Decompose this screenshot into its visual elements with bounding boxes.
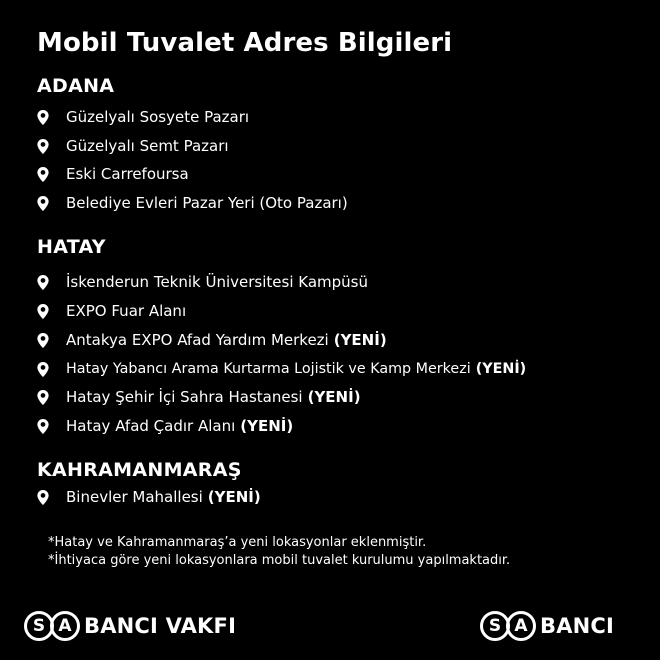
list-item bbox=[37, 300, 186, 322]
item-label: Eski Carrefoursa bbox=[66, 165, 189, 183]
item-label: EXPO Fuar Alanı bbox=[66, 302, 187, 320]
map-pin-icon bbox=[37, 362, 49, 377]
map-pin-icon bbox=[37, 167, 49, 182]
list-item bbox=[37, 486, 261, 508]
item-label: Hatay Yabancı Arama Kurtarma Lojistik ve Kamp Merkezi bbox=[66, 361, 471, 377]
item-label: Belediye Evleri Pazar Yeri (Oto Pazarı) bbox=[66, 194, 348, 212]
list-item bbox=[37, 329, 387, 351]
logo-letter-s: S bbox=[24, 611, 54, 641]
map-pin-icon bbox=[37, 196, 49, 211]
logo-mark bbox=[24, 611, 80, 641]
list-item bbox=[37, 106, 249, 128]
map-pin-icon bbox=[37, 390, 49, 405]
footnote: *İhtiyaca göre yeni lokasyonlara mobil tuvalet kurulumu yapılmaktadır. bbox=[48, 553, 511, 568]
item-label: İskenderun Teknik Üniversitesi Kampüsü bbox=[66, 273, 368, 291]
map-pin-icon bbox=[37, 333, 49, 348]
item-label: Antakya EXPO Afad Yardım Merkezi bbox=[66, 331, 329, 349]
logo-letter-a: A bbox=[506, 611, 536, 641]
page-title: Mobil Tuvalet Adres Bilgileri bbox=[37, 28, 453, 58]
item-label: Hatay Afad Çadır Alanı bbox=[66, 417, 236, 435]
new-badge: (YENİ) bbox=[333, 331, 387, 349]
map-pin-icon bbox=[37, 304, 49, 319]
sabanci-logo bbox=[480, 608, 614, 644]
list-item bbox=[37, 135, 229, 157]
region-heading-hatay: HATAY bbox=[37, 236, 106, 258]
sabanci-vakfi-logo bbox=[24, 608, 236, 644]
new-badge: (YENİ) bbox=[240, 417, 294, 435]
footnote: *Hatay ve Kahramanmaraş’a yeni lokasyonlar eklenmiştir. bbox=[48, 535, 427, 550]
map-pin-icon bbox=[37, 110, 49, 125]
item-label: Hatay Şehir İçi Sahra Hastanesi bbox=[66, 388, 303, 406]
list-item bbox=[37, 271, 368, 293]
list-item bbox=[37, 163, 189, 185]
logo-letter-s: S bbox=[480, 611, 510, 641]
map-pin-icon bbox=[37, 275, 49, 290]
logo-text: BANCI VAKFI bbox=[84, 614, 237, 638]
list-item bbox=[37, 386, 361, 408]
map-pin-icon bbox=[37, 139, 49, 154]
new-badge: (YENİ) bbox=[475, 361, 527, 377]
list-item bbox=[37, 415, 293, 437]
item-label: Güzelyalı Sosyete Pazarı bbox=[66, 108, 250, 126]
logo-mark bbox=[480, 611, 536, 641]
map-pin-icon bbox=[37, 419, 49, 434]
region-heading-kahramanmaras: KAHRAMANMARAŞ bbox=[37, 459, 242, 481]
list-item bbox=[37, 192, 348, 214]
new-badge: (YENİ) bbox=[307, 388, 361, 406]
list-item bbox=[37, 358, 526, 380]
new-badge: (YENİ) bbox=[207, 488, 261, 506]
region-heading-adana: ADANA bbox=[37, 75, 115, 97]
item-label: Güzelyalı Semt Pazarı bbox=[66, 137, 229, 155]
logo-text: BANCI bbox=[540, 614, 615, 638]
item-label: Binevler Mahallesi bbox=[66, 488, 203, 506]
map-pin-icon bbox=[37, 490, 49, 505]
logo-letter-a: A bbox=[50, 611, 80, 641]
